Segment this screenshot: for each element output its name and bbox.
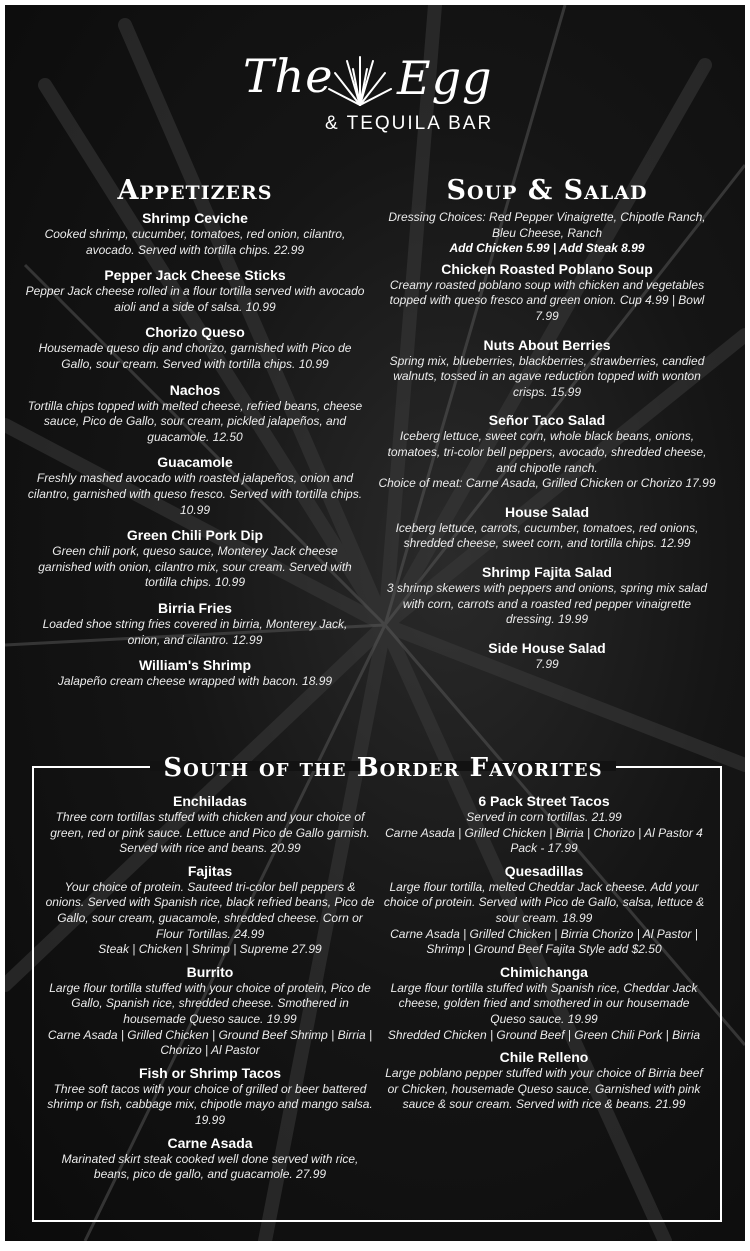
menu-item (25, 210, 365, 258)
item-name: Guacamole (157, 454, 233, 471)
menu-item (377, 337, 717, 401)
menu-item (377, 412, 717, 491)
item-description: Large flour tortilla stuffed with your choice of protein, Pico de Gallo, Spanish rice, shredded cheese. Smothered in housemade Queso sauce. 19.99 (49, 980, 371, 1026)
item-description: Green chili pork, queso sauce, Monterey Jack cheese garnished with onion, cilantro mix, sour cream. Served with tortilla chips. 10.99 (38, 544, 352, 590)
dressing-choices: Dressing Choices: Red Pepper Vinaigrette, Chipotle Ranch, Bleu Cheese, Ranch (388, 210, 706, 240)
logo-name-right: Egg (397, 51, 493, 105)
item-description: Tortilla chips topped with melted cheese, refried beans, cheese sauce, Pico de Gallo, sour cream, pickled jalapeños, and guacamole. 12.50 (27, 398, 363, 444)
item-name: Chorizo Queso (145, 324, 245, 341)
logo-name-left: The (243, 49, 334, 103)
agave-logo-icon (327, 51, 393, 107)
menu-item (45, 964, 375, 1059)
item-protein-options: Carne Asada | Grilled Chicken | Birria Chorizo | Al Pastor | Shrimp | Ground Beef Fajita Style add $2.50 (390, 926, 698, 957)
item-description: 3 shrimp skewers with peppers and onions, spring mix salad with corn, carrots and a roasted red pepper vinaigrette dressing. 19.99 (386, 580, 708, 627)
south-right-column (383, 793, 705, 1122)
south-left-column (45, 793, 375, 1192)
item-name: Chile Relleno (499, 1049, 589, 1066)
item-description: Spring mix, blueberries, blackberries, strawberries, candied walnuts, tossed in an agave reduction topped with wonton crisps. 15.99 (389, 353, 705, 399)
item-name: Birria Fries (158, 599, 232, 616)
item-description: Housemade queso dip and chorizo, garnished with Pico de Gallo, sour cream. Served with tortilla chips. 10.99 (38, 341, 352, 371)
item-protein-options: Steak | Chicken | Shrimp | Supreme 27.99 (98, 942, 322, 957)
item-name: Nuts About Berries (483, 336, 611, 353)
item-protein-options: Carne Asada | Grilled Chicken | Birria | Chorizo | Al Pastor 4 Pack - 17.99 (385, 825, 703, 856)
appetizers-section (25, 175, 365, 699)
item-description: Marinated skirt steak cooked well done served with rice, beans, pico de gallo, and guacamole. 27.99 (61, 1151, 359, 1182)
logo-subtitle: & TEQUILA BAR (325, 113, 494, 134)
south-title-wrap (155, 748, 611, 788)
appetizers-title: Appetizers (117, 175, 273, 206)
item-name: Shrimp Ceviche (142, 210, 248, 226)
menu-item (45, 1065, 375, 1129)
item-description: Large flour tortilla stuffed with Spanish rice, Cheddar Jack cheese, golden fried and smothered in our housemade Queso sauce. 19.99 (390, 980, 698, 1026)
soup-salad-title: Soup & Salad (446, 175, 648, 206)
menu-item (25, 527, 365, 591)
menu-item (25, 454, 365, 518)
menu-item (45, 863, 375, 958)
item-name: Carne Asada (167, 1134, 253, 1151)
item-name: Burrito (186, 963, 234, 980)
item-description: Large poblano pepper stuffed with your choice of Birria beef or Chicken, housemade Queso sauce. Garnished with pink sauce & sour cream. Served with rice & beans. 21.99 (385, 1066, 703, 1112)
item-name: Fish or Shrimp Tacos (138, 1064, 282, 1081)
add-protein-note: Add Chicken 5.99 | Add Steak 8.99 (449, 241, 645, 256)
menu-item (377, 261, 717, 325)
item-description: Creamy roasted poblano soup with chicken and vegetables topped with queso fresco and green onion. Cup 4.99 | Bowl 7.99 (389, 277, 705, 323)
menu-item (25, 600, 365, 648)
item-description: Pepper Jack cheese rolled in a flour tortilla served with avocado aioli and a side of salsa. 10.99 (25, 284, 365, 314)
item-description: 7.99 (535, 656, 559, 671)
item-description: Three soft tacos with your choice of grilled or beer battered shrimp or fish, cabbage mix, chipotle mayo and mango salsa. 19.99 (47, 1081, 373, 1127)
item-name: Pepper Jack Cheese Sticks (104, 267, 286, 284)
item-name: Fajitas (187, 862, 233, 879)
menu-page (5, 5, 745, 1241)
item-name: Enchiladas (173, 793, 247, 809)
menu-item (45, 1135, 375, 1183)
item-description: Jalapeño cream cheese wrapped with bacon. 18.99 (57, 674, 333, 689)
item-description: Large flour tortilla, melted Cheddar Jack cheese. Add your choice of protein. Served with Pico de Gallo, salsa, lettuce & sour cream. 18.99 (383, 879, 705, 925)
restaurant-logo (235, 39, 525, 139)
item-description: Cooked shrimp, cucumber, tomatoes, red onion, cilantro, avocado. Served with tortilla chips. 22.99 (44, 227, 346, 257)
item-description: Your choice of protein. Sauteed tri-color bell peppers & onions. Served with Spanish rice, black refried beans, Pico de Gallo, sour cream, guacamole, shredded cheese. Corn or Flour Tortillas. 24.99 (45, 879, 375, 941)
item-description: Served in corn tortillas. 21.99 (466, 810, 622, 824)
menu-item (377, 640, 717, 673)
item-name: Green Chili Pork Dip (126, 527, 264, 544)
item-description: Iceberg lettuce, carrots, cucumber, tomatoes, red onions, shredded cheese, sweet corn, and tortilla chips. 12.99 (395, 520, 699, 551)
item-protein-options: Shredded Chicken | Ground Beef | Green Chili Pork | Birria (387, 1027, 701, 1042)
item-meat-choice: Choice of meat: Carne Asada, Grilled Chicken or Chorizo 17.99 (378, 476, 716, 491)
item-name: Chimichanga (500, 963, 588, 980)
soup-salad-section (377, 175, 717, 681)
item-name: Chicken Roasted Poblano Soup (441, 260, 653, 277)
item-name: Señor Taco Salad (488, 412, 606, 429)
item-name: House Salad (504, 503, 590, 520)
menu-item (377, 504, 717, 552)
item-description: Three corn tortillas stuffed with chicken and your choice of green, red or pink sauce. Lettuce and Pico de Gallo garnish. Served with rice and beans. 20.99 (50, 810, 370, 856)
item-name: Nachos (169, 381, 221, 398)
item-protein-options: Carne Asada | Grilled Chicken | Ground Beef Shrimp | Birria | Chorizo | Al Pastor (47, 1027, 373, 1058)
item-description: Loaded shoe string fries covered in birria, Monterey Jack, onion, and cilantro. 12.99 (42, 616, 348, 647)
menu-item (383, 793, 705, 857)
item-description: Freshly mashed avocado with roasted jalapeños, onion and cilantro, garnished with queso fresco. Served with tortilla chips. 10.99 (27, 471, 363, 517)
south-title: South of the Border Favorites (163, 753, 603, 783)
item-name: Quesadillas (504, 862, 584, 879)
item-name: 6 Pack Street Tacos (478, 793, 610, 809)
menu-item (45, 793, 375, 857)
menu-item (383, 1049, 705, 1113)
menu-item (383, 863, 705, 958)
item-name: Shrimp Fajita Salad (482, 563, 612, 580)
menu-item (377, 564, 717, 628)
menu-item (25, 382, 365, 446)
item-name: Side House Salad (488, 639, 606, 656)
dressing-note (377, 210, 717, 257)
menu-item (383, 964, 705, 1043)
item-description: Iceberg lettuce, sweet corn, whole black beans, onions, tomatoes, tri-color bell peppers, avocado, shredded cheese, and chipotle ranch. (387, 429, 707, 475)
menu-item (25, 324, 365, 372)
item-name: William's Shrimp (138, 657, 252, 674)
menu-item (25, 657, 365, 690)
menu-item (25, 267, 365, 315)
